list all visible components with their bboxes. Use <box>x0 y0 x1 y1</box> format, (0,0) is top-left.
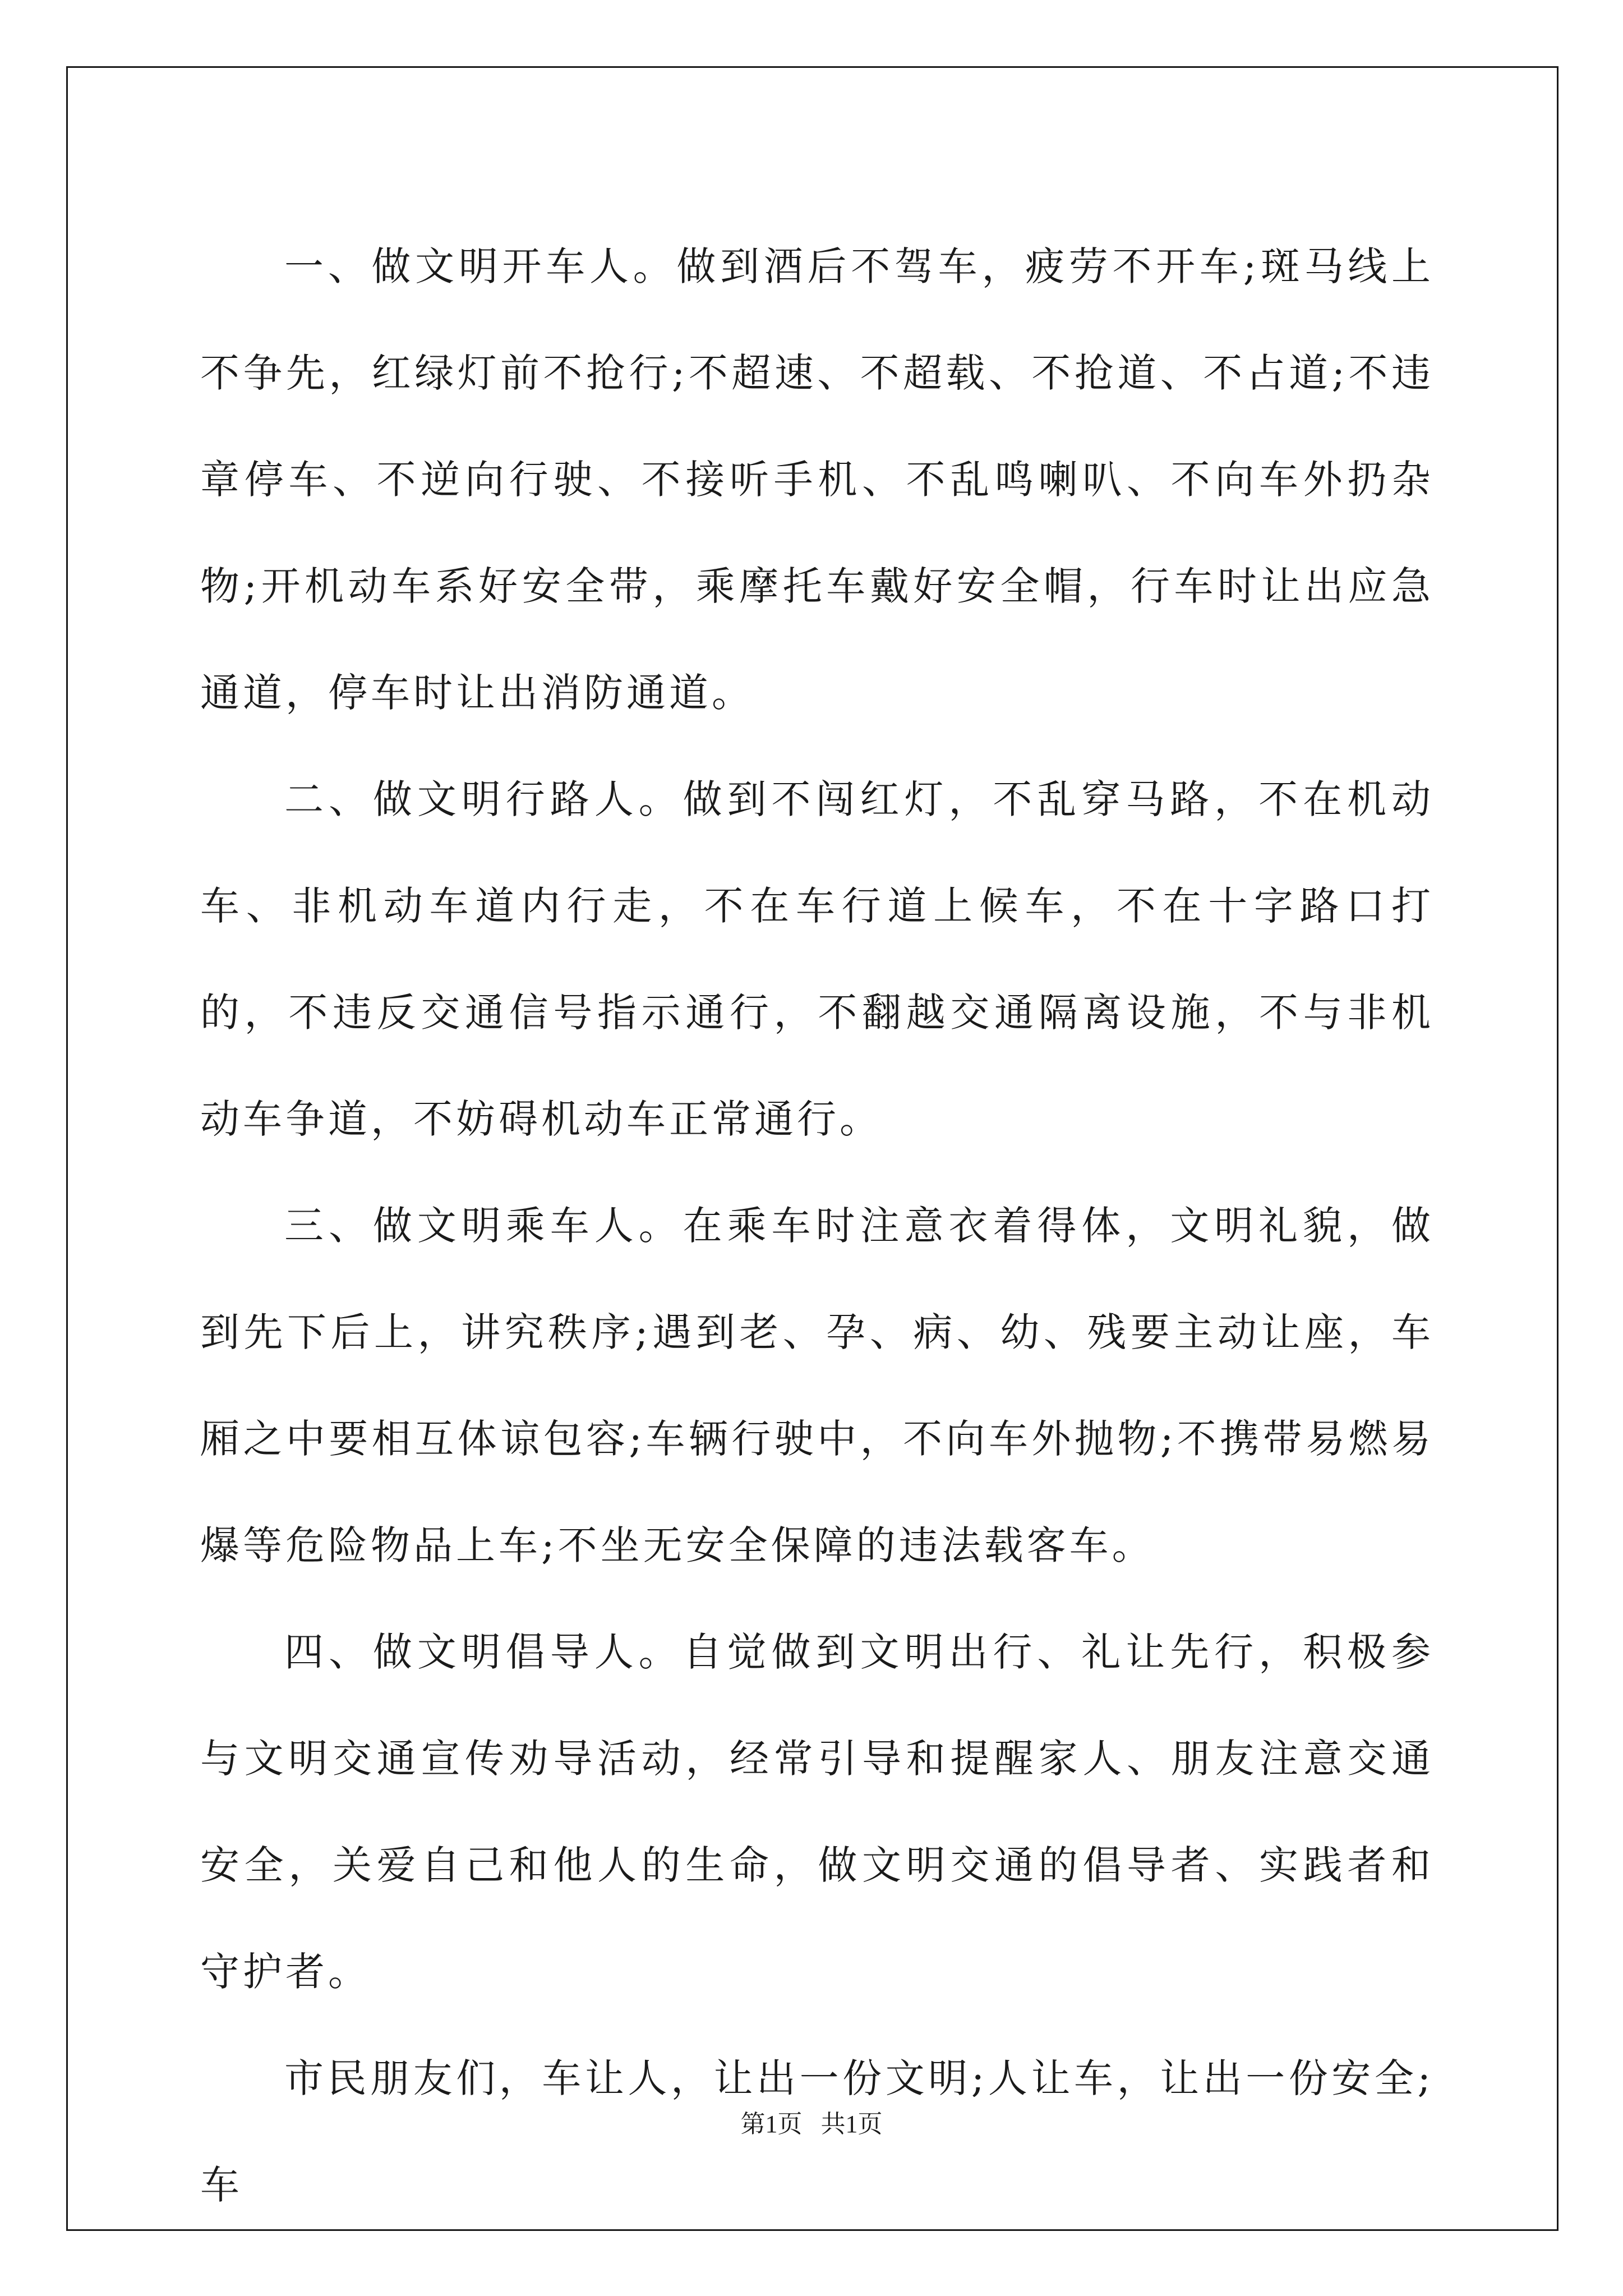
paragraph-5: 市民朋友们，车让人，让出一份文明;人让车，让出一份安全;车 <box>200 2055 1434 2208</box>
paragraph-2: 二、做文明行路人。做到不闯红灯，不乱穿马路，不在机动车、非机动车道内行走，不在车行道上候车，不在十字路口打的，不违反交通信号指示通行，不翻越交通隔离设施，不与非机动车争道，不妨碍机动车正常通行。 <box>200 776 1434 1142</box>
paragraph-4: 四、做文明倡导人。自觉做到文明出行、礼让先行，积极参与文明交通宣传劝导活动，经常引导和提醒家人、朋友注意交通安全，关爱自己和他人的生命，做文明交通的倡导者、实践者和守护者。 <box>200 1629 1434 1995</box>
page-number-footer: 第1页 共1页 <box>740 2110 883 2138</box>
paragraph-3: 三、做文明乘车人。在乘车时注意衣着得体，文明礼貌，做到先下后上，讲究秩序;遇到老、孕、病、幼、残要主动让座，车厢之中要相互体谅包容;车辆行驶中，不向车外抛物;不携带易燃易爆等危险物品上车;不坐无安全保障的违法载客车。 <box>200 1203 1434 1568</box>
document-body <box>200 213 1434 2238</box>
paragraph-1: 一、做文明开车人。做到酒后不驾车，疲劳不开车;斑马线上不争先，红绿灯前不抢行;不超速、不超载、不抢道、不占道;不违章停车、不逆向行驶、不接听手机、不乱鸣喇叭、不向车外扔杂物;开机动车系好安全带，乘摩托车戴好安全帽，行车时让出应急通道，停车时让出消防通道。 <box>200 243 1434 716</box>
